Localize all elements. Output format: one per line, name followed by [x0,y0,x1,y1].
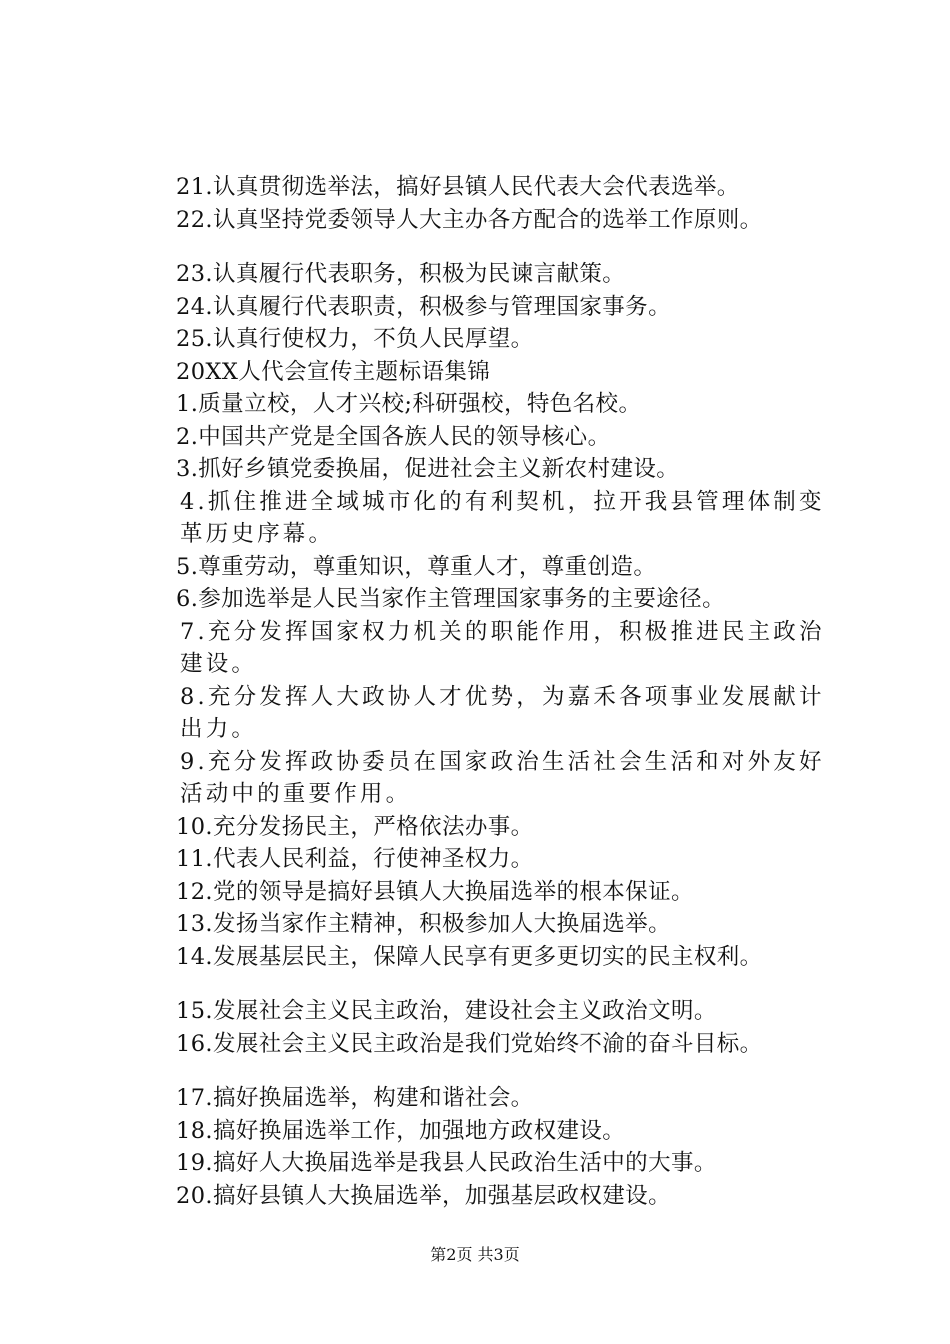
slogan-item-9: 9.充分发挥政协委员在国家政治生活社会生活和对外友好活动中的重要作用。 [180,748,825,807]
slogan-item-6: 6.参加选举是人民当家作主管理国家事务的主要途径。 [176,586,725,612]
slogan-item-8: 8.充分发挥人大政协人才优势，为嘉禾各项事业发展献计出力。 [180,683,825,742]
paragraph-gap [126,973,841,995]
slogan-item-19: 19.搞好人大换届选举是我县人民政治生活中的大事。 [176,1150,717,1176]
slogan-item-25: 25.认真行使权力，不负人民厚望。 [176,326,534,352]
slogan-item-3: 3.抓好乡镇党委换届，促进社会主义新农村建设。 [176,456,680,482]
slogan-item-24: 24.认真履行代表职责，积极参与管理国家事务。 [176,293,671,320]
slogan-item-18: 18.搞好换届选举工作，加强地方政权建设。 [176,1117,626,1144]
slogan-item-1: 1.质量立校，人才兴校;科研强校，特色名校。 [176,391,642,417]
slogan-item-20: 20.搞好县镇人大换届选举，加强基层政权建设。 [176,1182,671,1209]
slogan-item-11: 11.代表人民利益，行使神圣权力。 [176,846,534,872]
slogan-item-10: 10.充分发扬民主，严格依法办事。 [176,813,534,840]
slogan-item-7: 7.充分发挥国家权力机关的职能作用，积极推进民主政治建设。 [180,618,825,677]
slogan-item-13: 13.发扬当家作主精神，积极参加人大换届选举。 [176,911,671,937]
slogan-item-2: 2.中国共产党是全国各族人民的领导核心。 [176,423,611,450]
slogan-item-16: 16.发展社会主义民主政治是我们党始终不渝的奋斗目标。 [176,1030,763,1057]
slogan-item-15: 15.发展社会主义民主政治，建设社会主义政治文明。 [176,998,717,1024]
slogan-item-21: 21.认真贯彻选举法，搞好县镇人民代表大会代表选举。 [176,174,740,200]
slogan-item-5: 5.尊重劳动，尊重知识，尊重人才，尊重创造。 [176,553,657,580]
paragraph-gap [126,236,841,258]
slogan-item-22: 22.认真坚持党委领导人大主办各方配合的选举工作原则。 [176,206,763,233]
slogan-item-14: 14.发展基层民主，保障人民享有更多更切实的民主权利。 [176,943,763,970]
page-footer: 第2页 共3页 [430,1245,520,1264]
slogan-item-17: 17.搞好换届选举，构建和谐社会。 [176,1085,534,1111]
slogan-item-4: 4.抓住推进全域城市化的有利契机，拉开我县管理体制变革历史序幕。 [180,488,825,547]
slogan-item-12: 12.党的领导是搞好县镇人大换届选举的根本保证。 [176,878,694,905]
section-heading: 20XX人代会宣传主题标语集锦 [176,358,491,385]
slogan-list [126,171,841,1212]
slogan-item-23: 23.认真履行代表职务，积极为民谏言献策。 [176,261,626,287]
paragraph-gap [126,1060,841,1082]
